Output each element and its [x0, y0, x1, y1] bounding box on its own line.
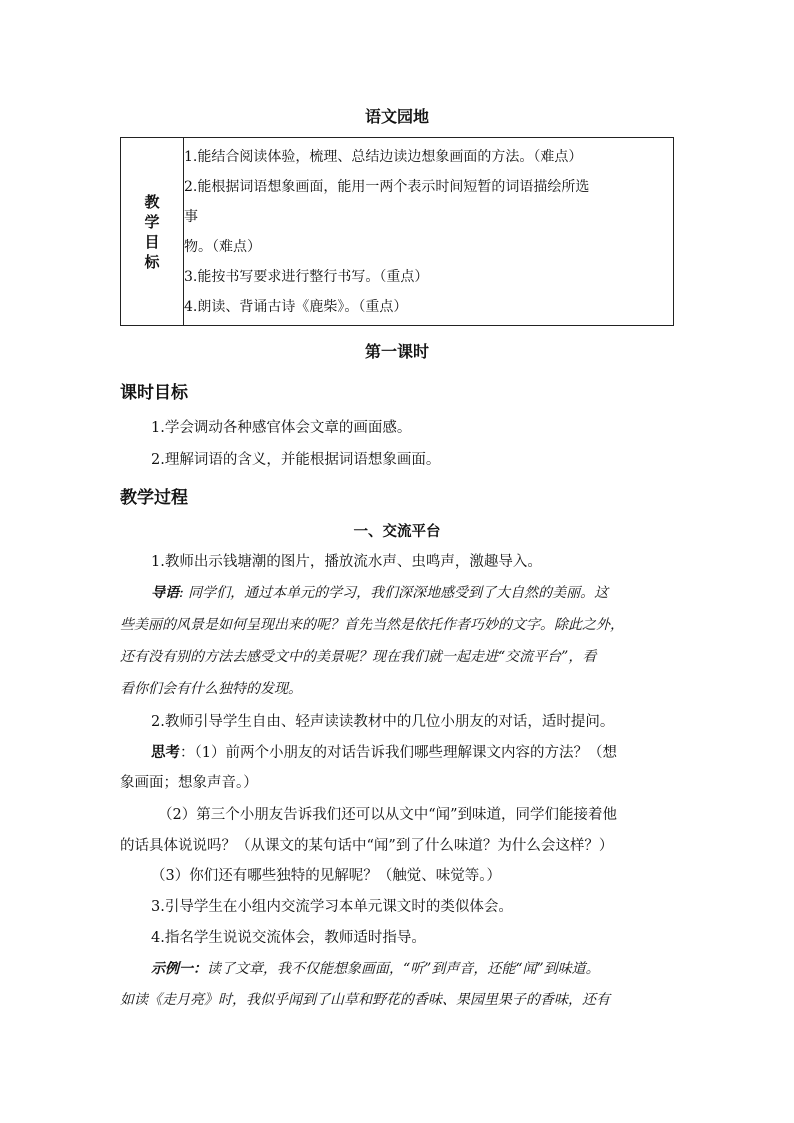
step-2: 2.教师引导学生自由、轻声读读教材中的几位小朋友的对话，适时提问。 [151, 714, 615, 730]
example-line: 如读《走月亮》时，我似乎闻到了山草和野花的香味、果园里果子的香味，还有 [120, 992, 610, 1008]
example-label: 示例一： [151, 961, 207, 977]
think-line: 的话具体说说吗？（从课文的某句话中“闻”到了什么味道？为什么会这样？） [120, 838, 614, 854]
lesson-title: 第一课时 [364, 342, 429, 361]
section-title: 一、交流平台 [353, 523, 441, 540]
think-line: 思考：（1）前两个小朋友的对话告诉我们哪些理解课文内容的方法？（想 [151, 744, 617, 761]
goal-label-char: 目 [144, 232, 160, 251]
teaching-goals-list [184, 138, 674, 326]
think-label: 思考 [151, 744, 180, 761]
intro-paragraph-line: 看你们会有什么独特的发现。 [120, 681, 302, 697]
goal-label-char: 标 [144, 252, 160, 271]
goal-item: 3.能按书写要求进行整行书写。（重点） [184, 268, 429, 285]
process-heading: 教学过程 [120, 488, 188, 508]
think-line: （2）第三个小朋友告诉我们还可以从文中“闻”到味道，同学们能接着他 [158, 807, 618, 823]
goal-label-char: 学 [144, 212, 160, 231]
goal-item: 事 [184, 208, 198, 225]
page-title: 语文园地 [364, 107, 429, 126]
think-line: 象画面；想象声音。） [120, 775, 258, 791]
teaching-goals-table [120, 137, 674, 326]
lesson-goals-heading: 课时目标 [120, 383, 188, 403]
step-1: 1.教师出示钱塘潮的图片，播放流水声、虫鸣声，激趣导入。 [151, 554, 542, 570]
teaching-goals-label [121, 138, 184, 326]
intro-label: 导语 [151, 585, 179, 601]
goal-item: 1.能结合阅读体验，梳理、总结边读边想象画面的方法。（难点） [184, 148, 583, 165]
goal-item: 2.能根据词语想象画面，能用一两个表示时间短暂的词语描绘所选 [184, 178, 590, 195]
lesson-goal-item: 2.理解词语的含义，并能根据词语想象画面。 [151, 452, 441, 468]
intro-paragraph-line: 导语: 同学们，通过本单元的学习，我们深深地感受到了大自然的美丽。这 [151, 585, 609, 601]
think-line: （3）你们还有哪些独特的见解呢？（触觉、味觉等。） [151, 868, 501, 884]
goal-item: 物。（难点） [184, 238, 261, 255]
step-4: 4.指名学生说说交流体会，教师适时指导。 [151, 930, 426, 946]
goal-item: 4.朗读、背诵古诗《鹿柴》。（重点） [184, 298, 408, 315]
intro-paragraph-line: 还有没有别的方法去感受文中的美景呢？现在我们就一起走进“交流平台”，看 [120, 649, 597, 665]
intro-paragraph-line: 些美丽的风景是如何呈现出来的呢？首先当然是依托作者巧妙的文字。除此之外， [120, 617, 624, 633]
example-line: 示例一：读了文章，我不仅能想象画面，“听”到声音，还能“闻”到味道。 [151, 961, 600, 977]
lesson-goal-item: 1.学会调动各种感官体会文章的画面感。 [151, 420, 412, 436]
goal-label-char: 教 [144, 192, 160, 211]
step-3: 3.引导学生在小组内交流学习本单元课文时的类似体会。 [151, 899, 513, 915]
